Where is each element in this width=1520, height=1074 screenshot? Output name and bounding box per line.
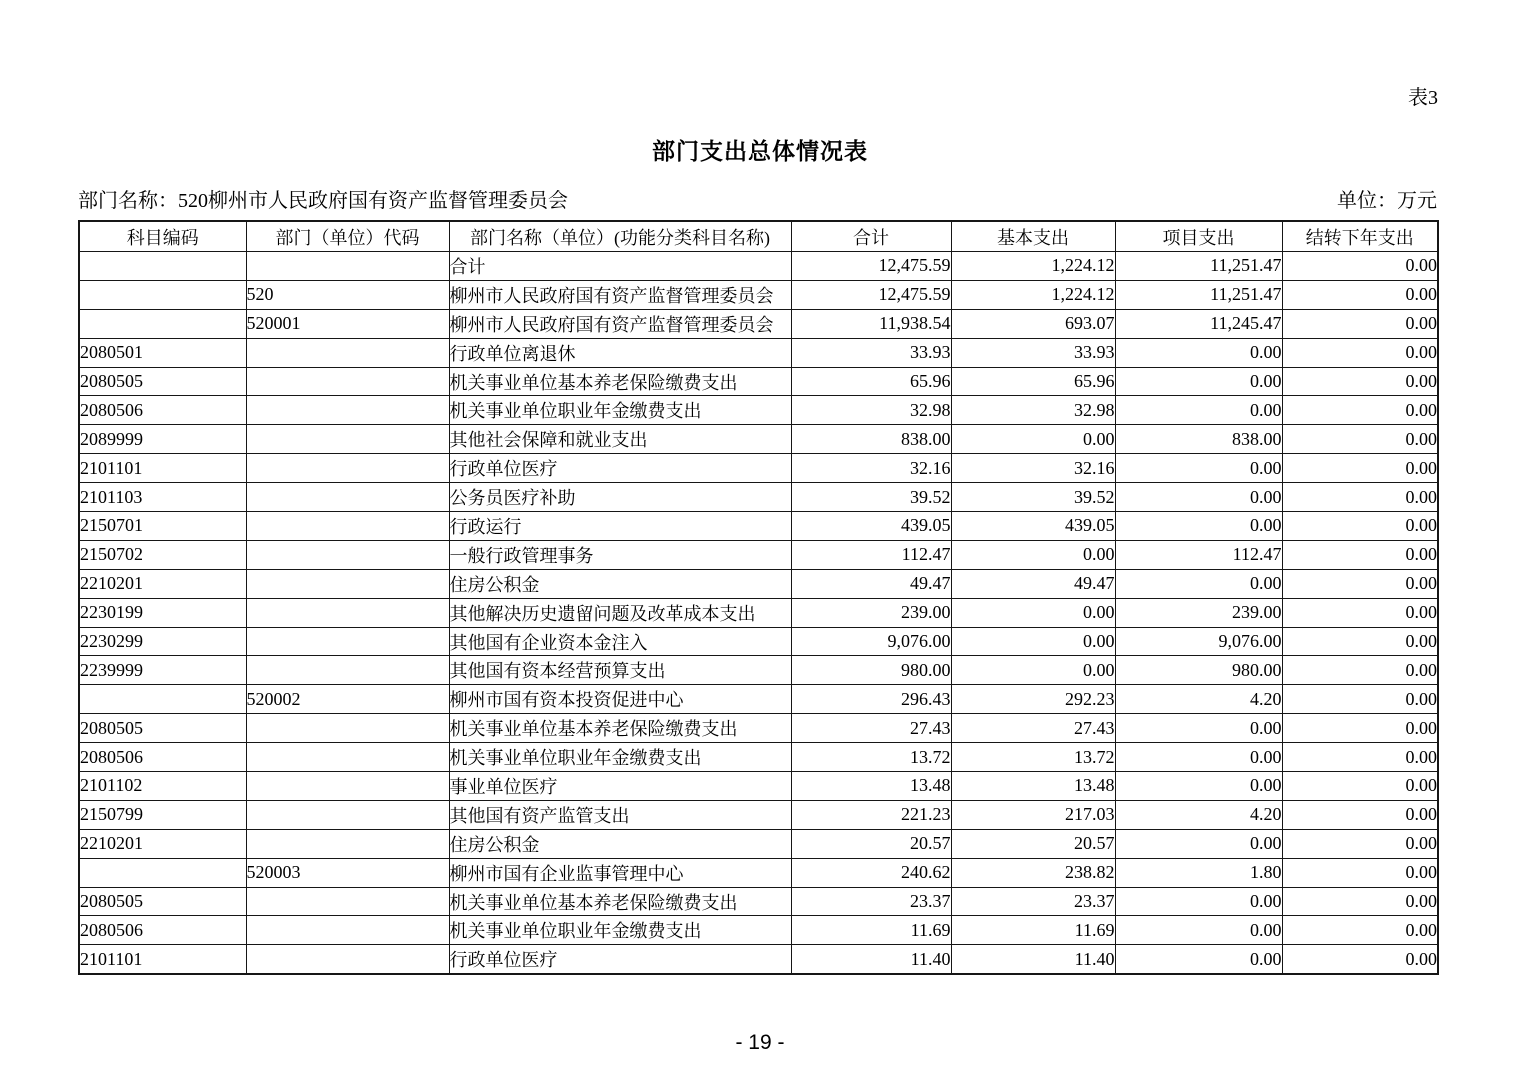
project-expenditure-cell: 0.00 xyxy=(1115,772,1282,801)
dept-code-cell xyxy=(246,714,449,743)
name-cell: 行政单位离退休 xyxy=(449,338,791,367)
total-cell: 20.57 xyxy=(791,829,951,858)
unit-label: 单位：万元 xyxy=(1337,190,1437,212)
carryover-cell: 0.00 xyxy=(1282,396,1438,425)
project-expenditure-cell: 1.80 xyxy=(1115,858,1282,887)
basic-expenditure-cell: 11.69 xyxy=(951,916,1115,945)
basic-expenditure-cell: 0.00 xyxy=(951,425,1115,454)
basic-expenditure-cell: 0.00 xyxy=(951,598,1115,627)
name-cell: 其他国有资产监管支出 xyxy=(449,800,791,829)
subject-code-cell xyxy=(79,858,246,887)
carryover-cell: 0.00 xyxy=(1282,454,1438,483)
total-cell: 239.00 xyxy=(791,598,951,627)
subject-code-cell: 2150701 xyxy=(79,512,246,541)
subject-code-cell xyxy=(79,685,246,714)
project-expenditure-cell: 11,245.47 xyxy=(1115,309,1282,338)
table-row xyxy=(79,887,1438,916)
carryover-cell: 0.00 xyxy=(1282,280,1438,309)
carryover-cell: 0.00 xyxy=(1282,569,1438,598)
basic-expenditure-cell: 32.16 xyxy=(951,454,1115,483)
carryover-cell: 0.00 xyxy=(1282,656,1438,685)
table-row xyxy=(79,396,1438,425)
table-row xyxy=(79,569,1438,598)
subject-code-cell: 2239999 xyxy=(79,656,246,685)
total-cell: 296.43 xyxy=(791,685,951,714)
project-expenditure-cell: 0.00 xyxy=(1115,569,1282,598)
name-cell: 其他解决历史遗留问题及改革成本支出 xyxy=(449,598,791,627)
project-expenditure-cell: 838.00 xyxy=(1115,425,1282,454)
column-header-4: 基本支出 xyxy=(951,221,1115,252)
basic-expenditure-cell: 39.52 xyxy=(951,483,1115,512)
project-expenditure-cell: 0.00 xyxy=(1115,916,1282,945)
project-expenditure-cell: 11,251.47 xyxy=(1115,280,1282,309)
carryover-cell: 0.00 xyxy=(1282,309,1438,338)
total-cell: 240.62 xyxy=(791,858,951,887)
subject-code-cell: 2080506 xyxy=(79,743,246,772)
subject-code-cell xyxy=(79,252,246,281)
table-row xyxy=(79,309,1438,338)
project-expenditure-cell: 4.20 xyxy=(1115,685,1282,714)
name-cell: 一般行政管理事务 xyxy=(449,540,791,569)
table-row xyxy=(79,916,1438,945)
dept-code-cell xyxy=(246,656,449,685)
table-row xyxy=(79,858,1438,887)
name-cell: 住房公积金 xyxy=(449,569,791,598)
expenditure-table xyxy=(78,220,1439,975)
table-body xyxy=(79,252,1438,975)
name-cell: 柳州市人民政府国有资产监督管理委员会 xyxy=(449,280,791,309)
project-expenditure-cell: 4.20 xyxy=(1115,800,1282,829)
project-expenditure-cell: 11,251.47 xyxy=(1115,252,1282,281)
table-row xyxy=(79,772,1438,801)
project-expenditure-cell: 112.47 xyxy=(1115,540,1282,569)
name-cell: 机关事业单位基本养老保险缴费支出 xyxy=(449,367,791,396)
carryover-cell: 0.00 xyxy=(1282,540,1438,569)
subject-code-cell: 2080505 xyxy=(79,714,246,743)
basic-expenditure-cell: 439.05 xyxy=(951,512,1115,541)
carryover-cell: 0.00 xyxy=(1282,598,1438,627)
dept-code-cell xyxy=(246,512,449,541)
table-row xyxy=(79,252,1438,281)
total-cell: 11.69 xyxy=(791,916,951,945)
table-row xyxy=(79,627,1438,656)
carryover-cell: 0.00 xyxy=(1282,714,1438,743)
total-cell: 221.23 xyxy=(791,800,951,829)
total-cell: 23.37 xyxy=(791,887,951,916)
carryover-cell: 0.00 xyxy=(1282,829,1438,858)
subject-code-cell: 2101103 xyxy=(79,483,246,512)
basic-expenditure-cell: 27.43 xyxy=(951,714,1115,743)
basic-expenditure-cell: 1,224.12 xyxy=(951,252,1115,281)
page-title: 部门支出总体情况表 xyxy=(652,138,868,164)
subject-code-cell: 2101102 xyxy=(79,772,246,801)
carryover-cell: 0.00 xyxy=(1282,772,1438,801)
carryover-cell: 0.00 xyxy=(1282,483,1438,512)
name-cell: 柳州市国有企业监事管理中心 xyxy=(449,858,791,887)
basic-expenditure-cell: 13.72 xyxy=(951,743,1115,772)
dept-code-cell xyxy=(246,338,449,367)
name-cell: 事业单位医疗 xyxy=(449,772,791,801)
total-cell: 838.00 xyxy=(791,425,951,454)
project-expenditure-cell: 0.00 xyxy=(1115,887,1282,916)
column-header-2: 部门名称（单位）(功能分类科目名称) xyxy=(449,221,791,252)
table-row xyxy=(79,540,1438,569)
carryover-cell: 0.00 xyxy=(1282,627,1438,656)
sheet-label: 表3 xyxy=(1408,87,1438,109)
project-expenditure-cell: 0.00 xyxy=(1115,743,1282,772)
subject-code-cell: 2101101 xyxy=(79,945,246,974)
column-header-0: 科目编码 xyxy=(79,221,246,252)
carryover-cell: 0.00 xyxy=(1282,338,1438,367)
dept-code-cell xyxy=(246,772,449,801)
name-cell: 机关事业单位职业年金缴费支出 xyxy=(449,396,791,425)
dept-code-cell xyxy=(246,454,449,483)
dept-code-cell xyxy=(246,800,449,829)
basic-expenditure-cell: 33.93 xyxy=(951,338,1115,367)
dept-code-cell: 520 xyxy=(246,280,449,309)
carryover-cell: 0.00 xyxy=(1282,916,1438,945)
total-cell: 13.48 xyxy=(791,772,951,801)
table-row xyxy=(79,800,1438,829)
project-expenditure-cell: 0.00 xyxy=(1115,512,1282,541)
dept-code-cell xyxy=(246,627,449,656)
subject-code-cell: 2230199 xyxy=(79,598,246,627)
column-header-6: 结转下年支出 xyxy=(1282,221,1438,252)
name-cell: 其他国有资本经营预算支出 xyxy=(449,656,791,685)
project-expenditure-cell: 0.00 xyxy=(1115,396,1282,425)
name-cell: 其他社会保障和就业支出 xyxy=(449,425,791,454)
total-cell: 39.52 xyxy=(791,483,951,512)
column-header-5: 项目支出 xyxy=(1115,221,1282,252)
dept-code-cell xyxy=(246,916,449,945)
dept-code-cell: 520001 xyxy=(246,309,449,338)
dept-code-cell xyxy=(246,743,449,772)
dept-code-cell xyxy=(246,598,449,627)
project-expenditure-cell: 980.00 xyxy=(1115,656,1282,685)
total-cell: 9,076.00 xyxy=(791,627,951,656)
dept-code-cell xyxy=(246,887,449,916)
basic-expenditure-cell: 23.37 xyxy=(951,887,1115,916)
total-cell: 112.47 xyxy=(791,540,951,569)
project-expenditure-cell: 9,076.00 xyxy=(1115,627,1282,656)
total-cell: 12,475.59 xyxy=(791,280,951,309)
carryover-cell: 0.00 xyxy=(1282,252,1438,281)
subject-code-cell: 2080506 xyxy=(79,396,246,425)
name-cell: 柳州市国有资本投资促进中心 xyxy=(449,685,791,714)
project-expenditure-cell: 0.00 xyxy=(1115,829,1282,858)
basic-expenditure-cell: 217.03 xyxy=(951,800,1115,829)
subject-code-cell: 2089999 xyxy=(79,425,246,454)
carryover-cell: 0.00 xyxy=(1282,858,1438,887)
total-cell: 13.72 xyxy=(791,743,951,772)
basic-expenditure-cell: 0.00 xyxy=(951,627,1115,656)
subject-code-cell: 2080505 xyxy=(79,367,246,396)
table-row xyxy=(79,714,1438,743)
basic-expenditure-cell: 65.96 xyxy=(951,367,1115,396)
table-row xyxy=(79,598,1438,627)
subject-code-cell: 2230299 xyxy=(79,627,246,656)
project-expenditure-cell: 0.00 xyxy=(1115,338,1282,367)
subject-code-cell: 2101101 xyxy=(79,454,246,483)
carryover-cell: 0.00 xyxy=(1282,945,1438,974)
carryover-cell: 0.00 xyxy=(1282,512,1438,541)
carryover-cell: 0.00 xyxy=(1282,800,1438,829)
table-header-row xyxy=(79,221,1438,252)
table-row xyxy=(79,280,1438,309)
table-meta-row xyxy=(78,188,1437,214)
table-row xyxy=(79,945,1438,974)
basic-expenditure-cell: 13.48 xyxy=(951,772,1115,801)
name-cell: 其他国有企业资本金注入 xyxy=(449,627,791,656)
table-row xyxy=(79,454,1438,483)
table-row xyxy=(79,512,1438,541)
total-cell: 11.40 xyxy=(791,945,951,974)
name-cell: 机关事业单位职业年金缴费支出 xyxy=(449,916,791,945)
table-row xyxy=(79,483,1438,512)
name-cell: 机关事业单位基本养老保险缴费支出 xyxy=(449,714,791,743)
name-cell: 行政单位医疗 xyxy=(449,945,791,974)
total-cell: 33.93 xyxy=(791,338,951,367)
column-header-1: 部门（单位）代码 xyxy=(246,221,449,252)
project-expenditure-cell: 0.00 xyxy=(1115,714,1282,743)
subject-code-cell: 2210201 xyxy=(79,829,246,858)
name-cell: 合计 xyxy=(449,252,791,281)
dept-code-cell xyxy=(246,569,449,598)
table-row xyxy=(79,829,1438,858)
subject-code-cell: 2150799 xyxy=(79,800,246,829)
carryover-cell: 0.00 xyxy=(1282,425,1438,454)
total-cell: 980.00 xyxy=(791,656,951,685)
department-name-label: 部门名称：520柳州市人民政府国有资产监督管理委员会 xyxy=(78,190,568,212)
basic-expenditure-cell: 1,224.12 xyxy=(951,280,1115,309)
dept-code-cell xyxy=(246,483,449,512)
table-row xyxy=(79,743,1438,772)
total-cell: 439.05 xyxy=(791,512,951,541)
name-cell: 行政运行 xyxy=(449,512,791,541)
dept-code-cell xyxy=(246,252,449,281)
subject-code-cell xyxy=(79,280,246,309)
subject-code-cell: 2210201 xyxy=(79,569,246,598)
table-row xyxy=(79,338,1438,367)
table-row xyxy=(79,425,1438,454)
basic-expenditure-cell: 693.07 xyxy=(951,309,1115,338)
name-cell: 住房公积金 xyxy=(449,829,791,858)
column-header-3: 合计 xyxy=(791,221,951,252)
project-expenditure-cell: 0.00 xyxy=(1115,945,1282,974)
basic-expenditure-cell: 292.23 xyxy=(951,685,1115,714)
basic-expenditure-cell: 0.00 xyxy=(951,540,1115,569)
dept-code-cell: 520002 xyxy=(246,685,449,714)
carryover-cell: 0.00 xyxy=(1282,887,1438,916)
subject-code-cell xyxy=(79,309,246,338)
project-expenditure-cell: 0.00 xyxy=(1115,483,1282,512)
subject-code-cell: 2080506 xyxy=(79,916,246,945)
basic-expenditure-cell: 20.57 xyxy=(951,829,1115,858)
basic-expenditure-cell: 32.98 xyxy=(951,396,1115,425)
carryover-cell: 0.00 xyxy=(1282,685,1438,714)
table-row xyxy=(79,367,1438,396)
page-number: - 19 - xyxy=(735,1031,785,1054)
total-cell: 12,475.59 xyxy=(791,252,951,281)
dept-code-cell xyxy=(246,367,449,396)
name-cell: 机关事业单位基本养老保险缴费支出 xyxy=(449,887,791,916)
dept-code-cell xyxy=(246,425,449,454)
carryover-cell: 0.00 xyxy=(1282,367,1438,396)
dept-code-cell xyxy=(246,829,449,858)
subject-code-cell: 2150702 xyxy=(79,540,246,569)
dept-code-cell xyxy=(246,945,449,974)
basic-expenditure-cell: 0.00 xyxy=(951,656,1115,685)
name-cell: 公务员医疗补助 xyxy=(449,483,791,512)
project-expenditure-cell: 0.00 xyxy=(1115,454,1282,483)
total-cell: 11,938.54 xyxy=(791,309,951,338)
basic-expenditure-cell: 238.82 xyxy=(951,858,1115,887)
total-cell: 32.98 xyxy=(791,396,951,425)
name-cell: 机关事业单位职业年金缴费支出 xyxy=(449,743,791,772)
table-row xyxy=(79,656,1438,685)
basic-expenditure-cell: 11.40 xyxy=(951,945,1115,974)
total-cell: 49.47 xyxy=(791,569,951,598)
name-cell: 柳州市人民政府国有资产监督管理委员会 xyxy=(449,309,791,338)
dept-code-cell xyxy=(246,396,449,425)
project-expenditure-cell: 0.00 xyxy=(1115,367,1282,396)
project-expenditure-cell: 239.00 xyxy=(1115,598,1282,627)
total-cell: 27.43 xyxy=(791,714,951,743)
table-row xyxy=(79,685,1438,714)
name-cell: 行政单位医疗 xyxy=(449,454,791,483)
basic-expenditure-cell: 49.47 xyxy=(951,569,1115,598)
dept-code-cell: 520003 xyxy=(246,858,449,887)
total-cell: 32.16 xyxy=(791,454,951,483)
dept-code-cell xyxy=(246,540,449,569)
subject-code-cell: 2080505 xyxy=(79,887,246,916)
carryover-cell: 0.00 xyxy=(1282,743,1438,772)
total-cell: 65.96 xyxy=(791,367,951,396)
subject-code-cell: 2080501 xyxy=(79,338,246,367)
